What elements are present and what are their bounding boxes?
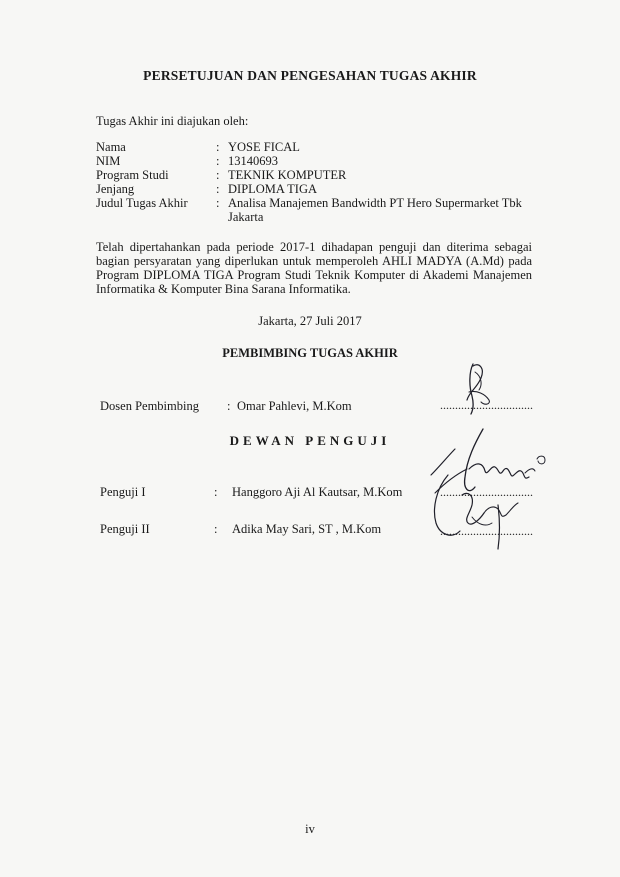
examiner-label: Penguji I xyxy=(100,485,146,499)
identity-label: Judul Tugas Akhir xyxy=(96,196,188,210)
identity-row xyxy=(96,196,548,224)
identity-value: 13140693 xyxy=(228,154,278,168)
examiners-heading: DEWAN PENGUJI xyxy=(229,433,391,448)
identity-label: NIM xyxy=(96,154,121,168)
intro-text: Tugas Akhir ini diajukan oleh: xyxy=(96,114,249,128)
supervisor-heading: PEMBIMBING TUGAS AKHIR xyxy=(222,346,398,360)
identity-value: DIPLOMA TIGA xyxy=(228,182,318,196)
identity-colon: : xyxy=(216,168,220,182)
identity-label: Program Studi xyxy=(96,168,169,182)
supervisor-label: Dosen Pembimbing xyxy=(100,399,199,413)
identity-colon: : xyxy=(216,182,220,196)
statement-paragraph: Telah dipertahankan pada periode 2017-1 dihadapan penguji dan diterima sebagai bagian persyaratan yang diperlukan untuk memperoleh AHLI MADYA (A.Md) pada Program DIPLOMA TIGA Program Studi Teknik Komputer di Akademi Manajemen Informatika & Komputer Bina Sarana Informatika. xyxy=(96,240,532,296)
identity-value: YOSE FICAL xyxy=(228,140,300,154)
identity-label: Jenjang xyxy=(96,182,135,196)
identity-value: Analisa Manajemen Bandwidth PT Hero Supermarket Tbk Jakarta xyxy=(228,196,522,224)
place-date: Jakarta, 27 Juli 2017 xyxy=(258,314,362,328)
examiner-signature-line: ............................... xyxy=(440,485,533,499)
page-title: PERSETUJUAN DAN PENGESAHAN TUGAS AKHIR xyxy=(143,68,477,83)
page-number: iv xyxy=(305,822,315,836)
examiner-label: Penguji II xyxy=(100,522,150,536)
identity-value: TEKNIK KOMPUTER xyxy=(228,168,347,182)
supervisor-colon: : xyxy=(227,399,231,413)
identity-table xyxy=(96,140,548,224)
examiner-name: Adika May Sari, ST , M.Kom xyxy=(232,522,382,536)
examiner-colon: : xyxy=(214,522,218,536)
supervisor-signature-line: ............................... xyxy=(440,398,533,412)
identity-colon: : xyxy=(216,196,220,210)
identity-colon: : xyxy=(216,140,220,154)
signature-supervisor xyxy=(455,360,505,415)
signature-examiner-2 xyxy=(428,465,538,555)
identity-row xyxy=(96,154,548,168)
identity-row xyxy=(96,182,548,196)
identity-colon: : xyxy=(216,154,220,168)
examiner-name: Hanggoro Aji Al Kautsar, M.Kom xyxy=(232,485,403,499)
examiner-colon: : xyxy=(214,485,218,499)
identity-row xyxy=(96,140,548,154)
identity-label: Nama xyxy=(96,140,126,154)
examiner-signature-line: ............................... xyxy=(440,524,533,538)
supervisor-name: Omar Pahlevi, M.Kom xyxy=(237,399,352,413)
identity-row xyxy=(96,168,548,182)
